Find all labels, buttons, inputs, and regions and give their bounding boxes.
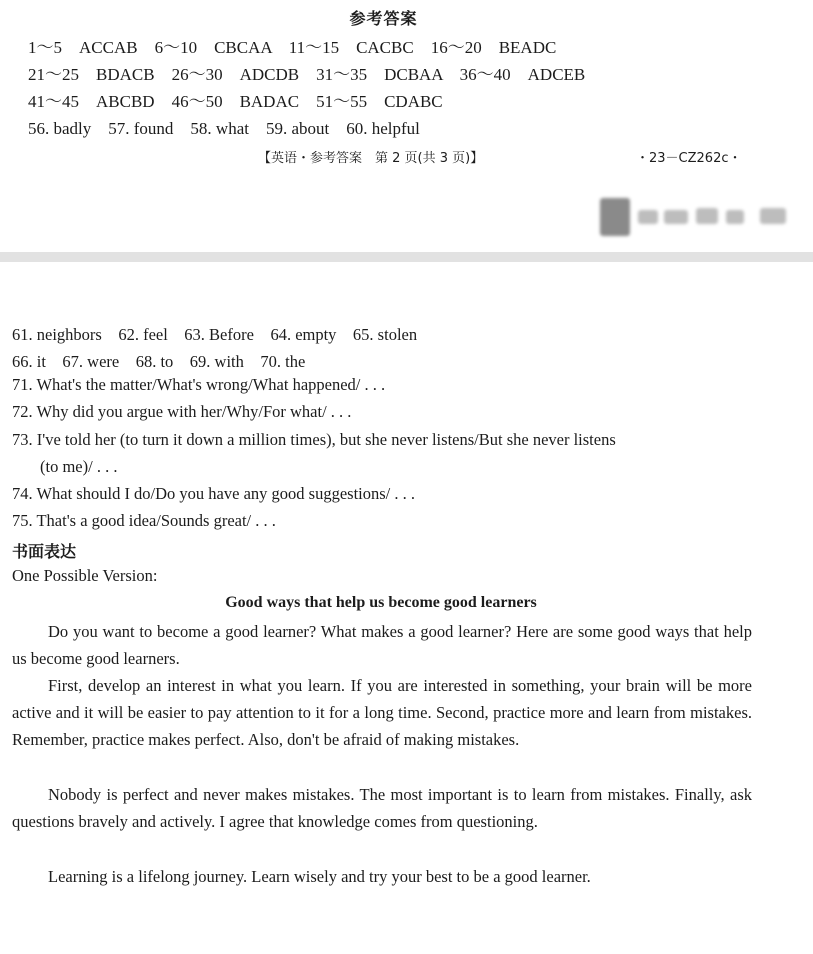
essay-paragraph-3: Nobody is perfect and never makes mistakes. The most important is to learn from mistakes. Finally, ask questions bravely and actively. I agree that knowledge comes from questioning. <box>12 785 752 832</box>
mc-answers-row-1: 1～5 ACCAB 6～10 CBCAA 11～15 CACBC 16～20 BEADC <box>28 38 557 57</box>
essay-paragraph-2: First, develop an interest in what you learn. If you are interested in something, your brain will be more active and it will be easier to pay attention to it for a long time. Second, practice more and learn from mistakes. Remember, practice makes perfect. Also, don't be afraid of making mistakes. <box>12 676 752 750</box>
essay-paragraph-4: Learning is a lifelong journey. Learn wisely and try your best to be a good learner. <box>48 867 591 886</box>
essay-title: Good ways that help us become good learners <box>225 594 537 611</box>
essay-paragraph-1: Do you want to become a good learner? What makes a good learner? Here are some good ways that help us become good learners. <box>12 622 752 669</box>
blurred-watermark <box>598 196 798 236</box>
page-footer-code: ・23－CZ262c・ <box>636 151 742 166</box>
answer-line-74: 74. What should I do/Do you have any good suggestions/ . . . <box>12 484 415 503</box>
page-divider <box>0 252 813 262</box>
possible-version-label: One Possible Version: <box>12 566 158 585</box>
mc-answers-row-2: 21～25 BDACB 26～30 ADCDB 31～35 DCBAA 36～40 ADCEB <box>28 65 586 84</box>
answer-line-61-65: 61. neighbors 62. feel 63. Before 64. empty 65. stolen <box>12 325 418 344</box>
answer-line-73: 73. I've told her (to turn it down a million times), but she never listens/But she never listens <box>12 430 616 449</box>
answer-line-71: 71. What's the matter/What's wrong/What happened/ . . . <box>12 375 386 394</box>
page-footer-info: 【英语・参考答案 第 2 页(共 3 页)】 <box>258 151 484 166</box>
fill-answers-56-60: 56. badly 57. found 58. what 59. about 60. helpful <box>28 119 420 138</box>
answer-line-72: 72. Why did you argue with her/Why/For what/ . . . <box>12 402 352 421</box>
answer-line-73-continued: (to me)/ . . . <box>40 457 118 476</box>
mc-answers-row-3: 41～45 ABCBD 46～50 BADAC 51～55 CDABC <box>28 92 443 111</box>
answer-line-66-70: 66. it 67. were 68. to 69. with 70. the <box>12 352 306 371</box>
writing-section-heading: 书面表达 <box>12 542 77 561</box>
answer-key-title: 参考答案 <box>349 9 418 28</box>
answer-line-75: 75. That's a good idea/Sounds great/ . . . <box>12 511 276 530</box>
